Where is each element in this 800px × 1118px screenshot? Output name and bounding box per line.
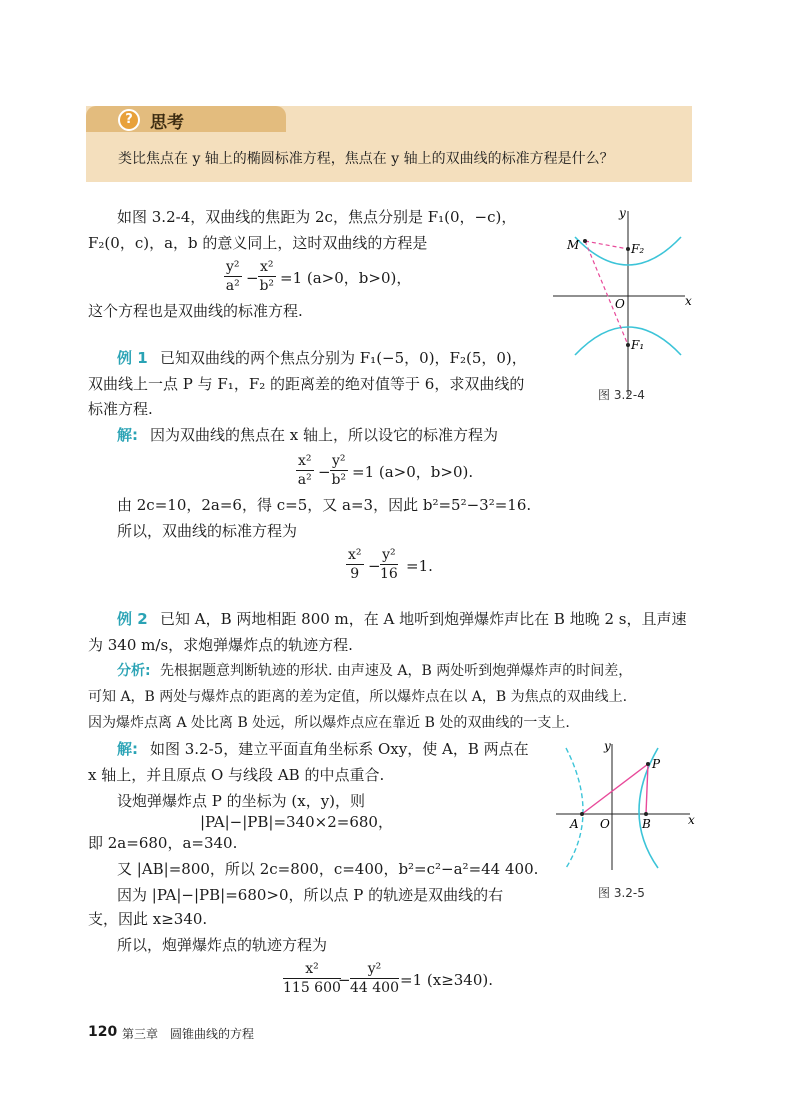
frac-num: y² [226, 259, 240, 275]
ex1-eq2-rest: =1. [406, 557, 433, 575]
ex2-sol-1: 如图 3.2-5，建立平面直角坐标系 Oxy，使 A，B 两点在 [150, 740, 529, 758]
example-label: 例 1 [117, 349, 148, 367]
question-icon: ? [118, 109, 140, 131]
mf2-line [585, 241, 628, 249]
intro-frac-1 [224, 258, 242, 295]
point-b [644, 812, 648, 816]
analysis-label: 分析: [117, 663, 151, 679]
ex1-frac-1 [296, 452, 314, 489]
intro-line-2: F₂(0，c)，a，b 的意义同上，这时双曲线的方程是 [88, 234, 428, 252]
frac-num: y² [380, 546, 398, 565]
ex2-label [117, 608, 148, 630]
label-y: y [619, 206, 626, 220]
ex2-sol-7: 因为 |PA|−|PB|=680>0，所以点 P 的轨迹是双曲线的右 [117, 886, 504, 904]
ex2-line-2: 为 340 m/s，求炮弹爆炸点的轨迹方程. [88, 636, 353, 654]
ex1-sol-1: 因为双曲线的焦点在 x 轴上，所以设它的标准方程为 [150, 426, 498, 444]
fig2-caption: 图 3.2-5 [598, 886, 645, 900]
point-f1 [626, 343, 630, 347]
label-b: B [642, 817, 651, 831]
ex2-sol-6: 又 |AB|=800，所以 2c=800，c=400，b²=c²−a²=44 400. [117, 860, 539, 878]
label-o: O [600, 817, 610, 831]
ex2-sol-5: 即 2a=680，a=340. [88, 834, 238, 852]
label-p: P [652, 757, 661, 771]
label-m: M [567, 238, 580, 252]
intro-line-3: 这个方程也是双曲线的标准方程. [88, 302, 303, 320]
ex2-an-1: 先根据题意判断轨迹的形状. 由声速及 A，B 两处听到炮弹爆炸声的时间差， [160, 663, 633, 679]
ex2-sol-9: 所以，炮弹爆炸点的轨迹方程为 [117, 936, 328, 954]
minus-sign: − [338, 971, 351, 989]
frac-den: 115 600 [283, 980, 341, 996]
pa-line [582, 764, 648, 814]
ex2-sol-label [117, 738, 138, 760]
frac-den: 16 [380, 566, 398, 582]
minus-sign: − [318, 463, 331, 481]
ex1-frac-4 [380, 546, 398, 583]
frac-den: 44 400 [350, 980, 399, 996]
frac-den: a² [297, 472, 312, 488]
ex2-an-2: 可知 A，B 两处与爆炸点的距离的差为定值，所以爆炸点在以 A，B 为焦点的双曲线上. [88, 689, 628, 705]
ex2-sol-2: x 轴上，并且原点 O 与线段 AB 的中点重合. [88, 766, 385, 784]
label-f2: F₂ [631, 242, 645, 256]
chapter-title: 圆锥曲线的方程 [170, 1027, 255, 1041]
point-p [646, 762, 650, 766]
solution-label: 解: [117, 740, 138, 758]
page-number: 120 [88, 1024, 118, 1040]
left-branch [566, 748, 583, 868]
ex1-line-2: 双曲线上一点 P 与 F₁，F₂ 的距离差的绝对值等于 6，求双曲线的 [88, 375, 525, 393]
ex1-frac-3 [346, 546, 364, 583]
ex2-line-1: 已知 A，B 两地相距 800 m，在 A 地听到炮弹爆炸声比在 B 地晚 2 s，且声速 [160, 610, 687, 628]
ex2-frac-2 [350, 960, 399, 997]
ex1-line-3: 标准方程. [88, 400, 153, 418]
label-x: x [685, 294, 692, 308]
label-f1: F₁ [631, 338, 645, 352]
figure-3-2-5 [548, 738, 698, 878]
ex2-frac-1 [283, 960, 341, 997]
label-y: y [604, 739, 611, 753]
ex1-label [117, 347, 148, 369]
frac-den: b² [259, 278, 275, 294]
ex1-line-1: 已知双曲线的两个焦点分别为 F₁(−5，0)，F₂(5，0)， [160, 349, 527, 367]
ex1-sol-label [117, 424, 138, 446]
point-a [580, 812, 584, 816]
frac-num: x² [348, 547, 362, 563]
frac-den: b² [331, 472, 347, 488]
ex1-sol-2: 由 2c=10，2a=6，得 c=5，又 a=3，因此 b²=5²−3²=16. [117, 496, 532, 514]
frac-num: y² [350, 960, 399, 979]
ex2-sol-4: |PA|−|PB|=340×2=680， [200, 813, 393, 831]
mf1-line [585, 241, 628, 345]
example-label: 例 2 [117, 610, 148, 628]
intro-line-1: 如图 3.2-4，双曲线的焦距为 2c，焦点分别是 F₁(0，−c)， [117, 208, 517, 226]
ex1-frac-2 [330, 452, 348, 489]
ex2-sol-3: 设炮弹爆炸点 P 的坐标为 (x，y)，则 [117, 792, 366, 810]
label-a: A [570, 817, 579, 831]
frac-num: x² [298, 453, 312, 469]
minus-sign: − [368, 557, 381, 575]
intro-eq-rest: =1 (a>0，b>0)， [280, 269, 412, 287]
think-question: 类比焦点在 y 轴上的椭圆标准方程，焦点在 y 轴上的双曲线的标准方程是什么？ [118, 151, 614, 167]
ex1-sol-3: 所以，双曲线的标准方程为 [117, 522, 298, 540]
label-o: O [615, 297, 625, 311]
intro-frac-2 [258, 258, 276, 295]
ex2-sol-8: 支，因此 x≥340. [88, 910, 208, 928]
ex2-an-3: 因为爆炸点离 A 处比离 B 处远，所以爆炸点应在靠近 B 处的双曲线的一支上. [88, 715, 570, 731]
ex2-eq-rest: =1 (x≥340). [400, 971, 494, 989]
frac-num: x² [283, 960, 341, 979]
figure-3-2-4 [545, 205, 695, 405]
label-x: x [688, 813, 695, 827]
think-title: 思考 [150, 113, 184, 133]
frac-den: 9 [350, 566, 360, 582]
fig1-caption: 图 3.2-4 [598, 388, 645, 402]
ex2-an-label [117, 660, 151, 682]
minus-sign: − [246, 269, 259, 287]
ex1-eq1-rest: =1 (a>0，b>0). [352, 463, 474, 481]
frac-num: x² [260, 259, 274, 275]
point-f2 [626, 247, 630, 251]
solution-label: 解: [117, 426, 138, 444]
frac-den: a² [225, 278, 240, 294]
point-m [583, 239, 587, 243]
think-tab [86, 106, 286, 132]
frac-num: y² [332, 453, 346, 469]
chapter-label: 第三章 [122, 1027, 159, 1041]
